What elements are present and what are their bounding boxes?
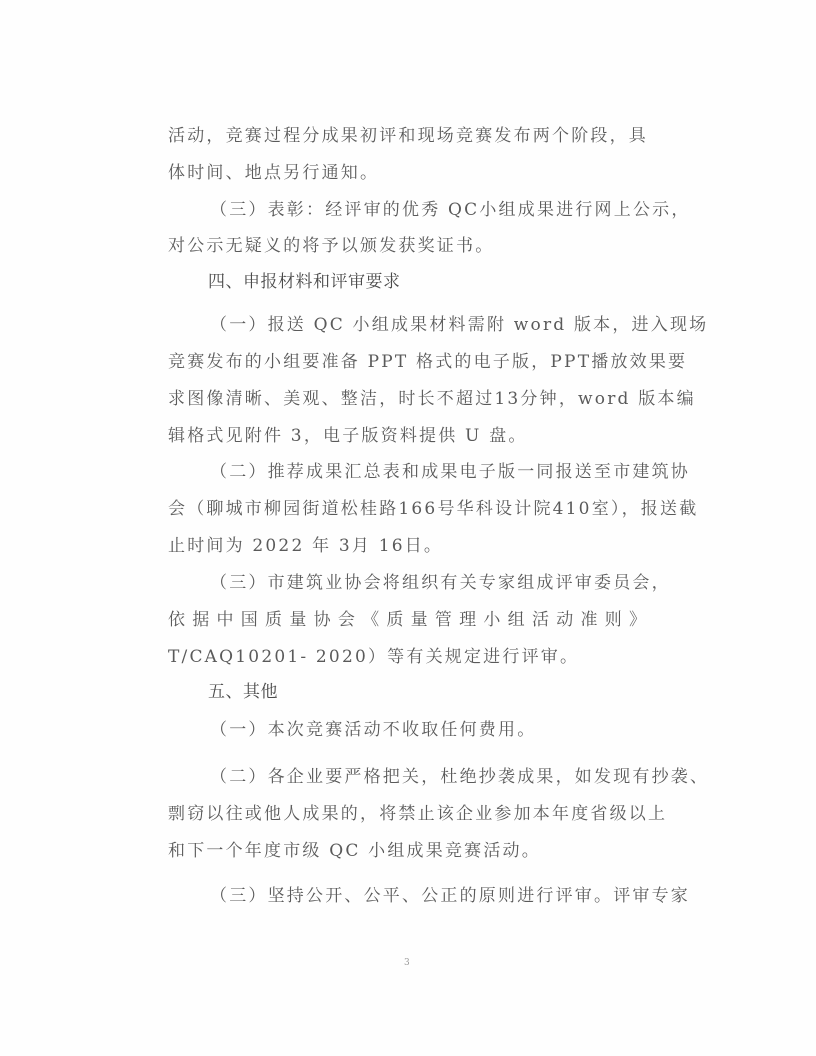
section-heading-4: 四、申报材料和评审要求 — [208, 272, 401, 292]
page-number: 3 — [404, 958, 410, 968]
paragraph-line: （二）各企业要严格把关，杜绝抄袭成果，如发现有抄袭、 — [210, 767, 710, 787]
paragraph-line: 和下一个年度市级 QC 小组成果竞赛活动。 — [168, 841, 541, 861]
paragraph-line: （三）表彰：经评审的优秀 QC小组成果进行网上公示， — [210, 200, 691, 220]
paragraph-line: 剽窃以往或他人成果的，将禁止该企业参加本年度省级以上 — [168, 804, 668, 824]
paragraph-line: （一）本次竞赛活动不收取任何费用。 — [210, 720, 537, 740]
paragraph-line: 会（聊城市柳园街道松桂路166号华科设计院410室），报送截 — [168, 499, 699, 519]
paragraph-line: （二）推荐成果汇总表和成果电子版一同报送至市建筑协 — [210, 462, 690, 482]
paragraph-line: （三）坚持公开、公平、公正的原则进行评审。评审专家 — [210, 886, 690, 906]
paragraph-line: T/CAQ10201- 2020）等有关规定进行评审。 — [168, 647, 580, 667]
paragraph-line: 体时间、地点另行通知。 — [168, 163, 380, 183]
paragraph-line: 依据中国质量协会《质量管理小组活动准则》 — [168, 610, 646, 630]
paragraph-line: 辑格式见附件 3，电子版资料提供 U 盘。 — [168, 426, 528, 446]
paragraph-line: 活动，竞赛过程分成果初评和现场竞赛发布两个阶段，具 — [168, 126, 648, 146]
paragraph-line: （三）市建筑业协会将组织有关专家组成评审委员会， — [210, 573, 671, 593]
paragraph-line: 止时间为 2022 年 3月 16日。 — [168, 536, 444, 556]
section-heading-5: 五、其他 — [208, 682, 278, 702]
paragraph-line: 对公示无疑义的将予以颁发获奖证书。 — [168, 236, 495, 256]
paragraph-line: 求图像清晰、美观、整洁，时长不超过13分钟，word 版本编 — [168, 389, 696, 409]
paragraph-line: （一）报送 QC 小组成果材料需附 word 版本，进入现场 — [210, 315, 709, 335]
paragraph-line: 竞赛发布的小组要准备 PPT 格式的电子版，PPT播放效果要 — [168, 352, 688, 372]
